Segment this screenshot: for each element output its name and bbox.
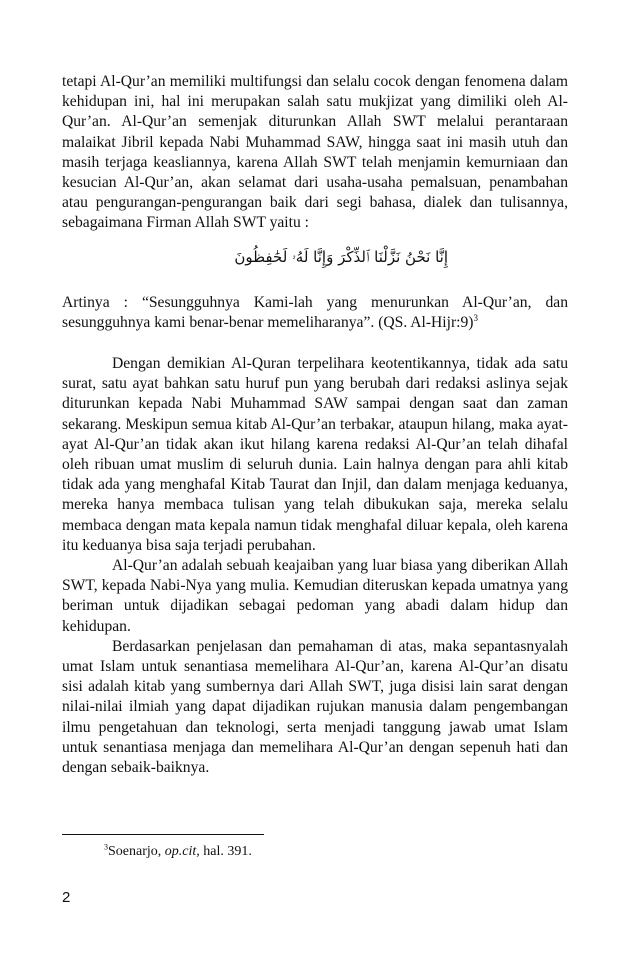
footnote-page: hal. 391. <box>199 844 252 859</box>
footnote-reference: op.cit, <box>164 844 200 859</box>
translation-text: Artinya : “Sesungguhnya Kami-lah yang menurunkan Al-Qur’an, dan sesungguhnya kami benar-benar memeliharanya”. (QS. Al-Hijr:9) <box>62 293 568 331</box>
paragraph-miracle: Al-Qur’an adalah sebuah keajaiban yang luar biasa yang diberikan Allah SWT, kepada Nabi-Nya yang mulia. Kemudian diteruskan kepada umatnya yang beriman untuk dijadikan sebagai pedoman yang abadi dalam hidup dan kehidupan. <box>62 557 568 635</box>
page-number: 2 <box>62 889 71 906</box>
verse-translation <box>62 293 568 333</box>
page-body <box>62 72 568 778</box>
paragraph-intro: tetapi Al-Qur’an memiliki multifungsi dan selalu cocok dengan fenomena dalam kehidupan ini, hal ini merupakan salah satu mukjizat yang dimiliki oleh Al-Qur’an. Al-Qur’an semenjak diturunkan Allah SWT melalui perantaraan malaikat Jibril kepada Nabi Muhammad SAW, hingga saat ini masih utuh dan masih terjaga keasliannya, karena Allah SWT telah menjamin kemurniaan dan kesucian Al-Qur’an, akan selamat dari usaha-usaha pemalsuan, penambahan atau pengurangan-pengurangan baik dari segi bahasa, dialek dan tulisannya, sebagaimana Firman Allah SWT yaitu : <box>62 73 568 232</box>
footnote-author: Soenarjo, <box>108 844 165 859</box>
paragraph-authenticity: Dengan demikian Al-Quran terpelihara keotentikannya, tidak ada satu surat, satu ayat bahkan satu huruf pun yang berubah dari redaksi aslinya sejak diturunkan kepada Nabi Muhammad SAW sampai dengan saat dan zaman sekarang. Meskipun semua kitab Al-Qur’an terbakar, ataupun hilang, maka ayat-ayat Al-Qur’an tidak akan ikut hilang karena redaksi Al-Qur’an telah dihafal oleh ribuan umat muslim di seluruh dunia. Lain halnya dengan para ahli kitab tidak ada yang menghafal Kitab Taurat dan Injil, dan dalam menjaga keduanya, mereka hanya membaca tulisan yang telah dibukukan saja, mereka selalu membaca dengan mata kepala namun tidak menghafal diluar kepala, oleh karena itu keduanya bisa saja terjadi perubahan. <box>62 355 568 554</box>
arabic-verse: إِنَّا نَحْنُ نَزَّلْنَا ٱلذِّكْرَ وَإِنَّا لَهُۥ لَحَٰفِظُونَ <box>234 247 448 266</box>
footnote-marker: 3 <box>473 312 478 323</box>
paragraph-conclusion: Berdasarkan penjelasan dan pemahaman di atas, maka sepantasnyalah umat Islam untuk senantiasa memelihara Al-Qur’an, karena Al-Qur’an disatu sisi adalah kitab yang sumbernya dari Allah SWT, juga disisi lain sarat dengan nilai-nilai ilmiah yang dapat dijadikan rujukan manusia dalam pengembangan ilmu pengetahuan dan teknologi, serta menjadi tanggung jawab umat Islam untuk senantiasa menjaga dan memelihara Al-Qur’an dengan sepenuh hati dan dengan sebaik-baiknya. <box>62 637 568 777</box>
footnote-divider <box>62 834 264 835</box>
footnote-number: 3 <box>104 842 108 852</box>
footnote <box>104 843 252 861</box>
